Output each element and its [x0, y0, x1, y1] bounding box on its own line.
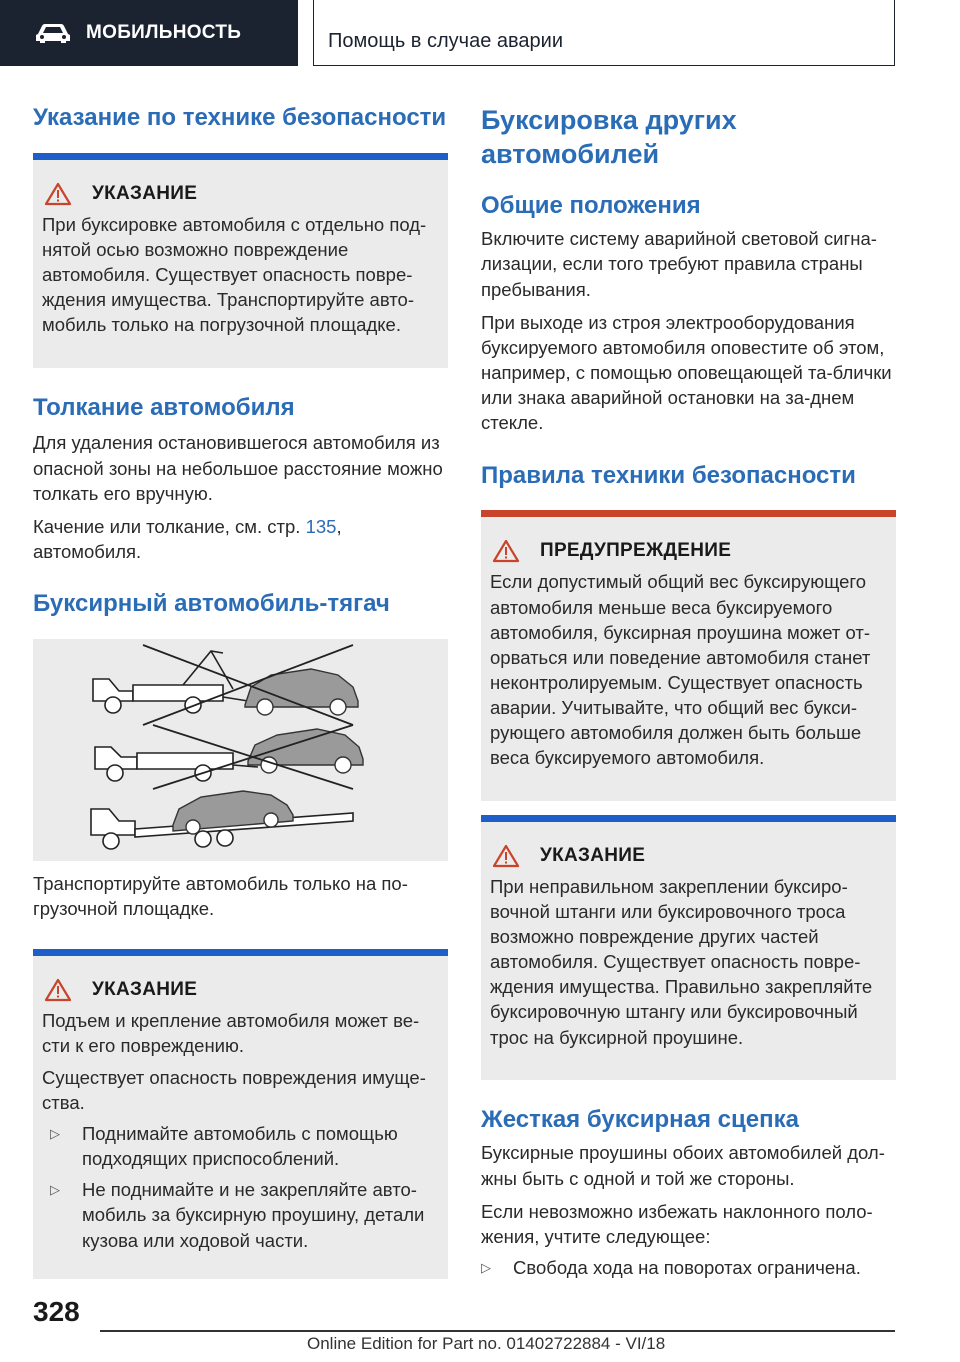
- rigid-bullet-list: [481, 1255, 896, 1280]
- right-column: [481, 100, 896, 1280]
- note-box-2: [33, 949, 448, 1278]
- chapter-label: Помощь в случае аварии: [328, 30, 563, 52]
- list-item: [50, 1121, 434, 1171]
- warning-triangle-icon: [44, 182, 72, 206]
- heading-safety: Указание по технике безопасности: [33, 104, 447, 131]
- note-text: При буксировке автомобиля с отдельно под-нятой осью возможно повреждение автомобиля. Существует опасность повре-ждения имущества. Транспортируйте авто-мобиль только на погрузочной площадке.: [42, 213, 427, 336]
- note-title: УКАЗАНИЕ: [92, 979, 198, 1001]
- footer-divider: [100, 1330, 895, 1332]
- bullet-text: Свобода хода на поворотах ограничена.: [513, 1257, 861, 1279]
- bullet-text: Не поднимайте и не закрепляйте авто-мобиль за буксирную проушину, детали кузова или ходовой части.: [82, 1179, 425, 1251]
- note-header: [490, 844, 882, 868]
- general-paragraph-2: При выходе из строя электрооборудования буксируемого автомобиля оповестите об этом, например, с помощью оповещающей та-блички или знака аварийной остановки на за-днем стекле.: [481, 311, 892, 434]
- heading-tow-vehicle: Буксирный автомобиль-тягач: [33, 590, 390, 618]
- push-paragraph-2: [33, 514, 448, 564]
- push-paragraph-1: Для удаления остановившегося автомобиля из опасной зоны на небольшое расстояние можно толкать его вручную.: [33, 432, 443, 504]
- note-text: При неправильном закреплении буксиро-вочной штанги или буксировочного троса возможно повреждение других частей автомобиля. Существует опасность повре-ждения имущества. Правильно закрепляйте буксировочную штангу или буксировочный трос на буксирной проушине.: [490, 875, 873, 1048]
- page-header: [0, 0, 960, 66]
- heading-general: Общие положения: [481, 191, 701, 219]
- note-title: УКАЗАНИЕ: [540, 844, 646, 866]
- rigid-paragraph-2: Если невозможно избежать наклонного поло-жения, учтите следующее:: [481, 1200, 873, 1247]
- note-text-1: Подъем и крепление автомобиля может ве-сти к его повреждению.: [42, 1010, 420, 1057]
- page-ref-link[interactable]: 135: [305, 515, 337, 537]
- warning-title: ПРЕДУПРЕЖДЕНИЕ: [540, 540, 732, 562]
- note-box-1: [33, 153, 448, 368]
- heading-push: Толкание автомобиля: [33, 393, 295, 421]
- note-header: [42, 978, 434, 1002]
- push-text-before: Качение или толкание, см. стр.: [33, 515, 301, 537]
- warning-box: [481, 510, 896, 800]
- heading-rigid: Жесткая буксирная сцепка: [481, 1105, 799, 1133]
- warning-header: [490, 539, 882, 563]
- warning-triangle-icon: [492, 539, 520, 563]
- warning-triangle-icon: [492, 844, 520, 868]
- tow-trucks-diagram: [33, 639, 448, 861]
- bullet-triangle-icon: ▷: [50, 1125, 60, 1141]
- car-icon: [34, 22, 72, 44]
- general-paragraph-1: Включите систему аварийной световой сигна-лизации, если того требуют правила страны пребывания.: [481, 228, 877, 300]
- section-tab: [0, 0, 298, 66]
- section-label: МОБИЛЬНОСТЬ: [86, 22, 242, 43]
- push-text-after: , автомобиля.: [33, 515, 342, 562]
- bullet-text: Поднимайте автомобиль с помощью подходящих приспособлений.: [82, 1122, 398, 1170]
- tow-truck-illustration: [33, 639, 448, 861]
- bullet-triangle-icon: ▷: [50, 1182, 60, 1198]
- warning-triangle-icon: [44, 978, 72, 1002]
- edition-text: Online Edition for Part no. 01402722884 - VI/18: [307, 1334, 666, 1353]
- page-number: 328: [33, 1296, 80, 1327]
- heading-rules: Правила техники безопасности: [481, 461, 856, 489]
- bullet-triangle-icon: ▷: [481, 1260, 491, 1276]
- note-header: [42, 182, 434, 206]
- list-item: [481, 1255, 896, 1280]
- note-box-3: [481, 815, 896, 1080]
- list-item: [50, 1177, 434, 1252]
- wrecker-truck-1: [93, 651, 248, 713]
- left-column: [33, 100, 448, 1279]
- note-title: УКАЗАНИЕ: [92, 182, 198, 204]
- note-bullet-list: [42, 1121, 434, 1253]
- rigid-paragraph-1: Буксирные проушины обоих автомобилей дол-жны быть с одной и той же стороны.: [481, 1142, 885, 1189]
- chapter-box: [313, 0, 895, 66]
- heading-main: Буксировка других автомобилей: [481, 105, 737, 169]
- note-text-2: Существует опасность повреждения имуще-ства.: [42, 1066, 426, 1113]
- warning-text: Если допустимый общий вес буксирующего автомобиля меньше веса буксируемого автомобиля, буксирная проушина может от-орваться или поведение автомобиля станет неконтролируемым. Существует опасность аварии. Учитывайте, что общий вес букси-рующего автомобиля должен быть больше веса буксируемого автомобиля.: [490, 571, 871, 769]
- figure-caption: Транспортируйте автомобиль только на по-грузочной площадке.: [33, 872, 408, 920]
